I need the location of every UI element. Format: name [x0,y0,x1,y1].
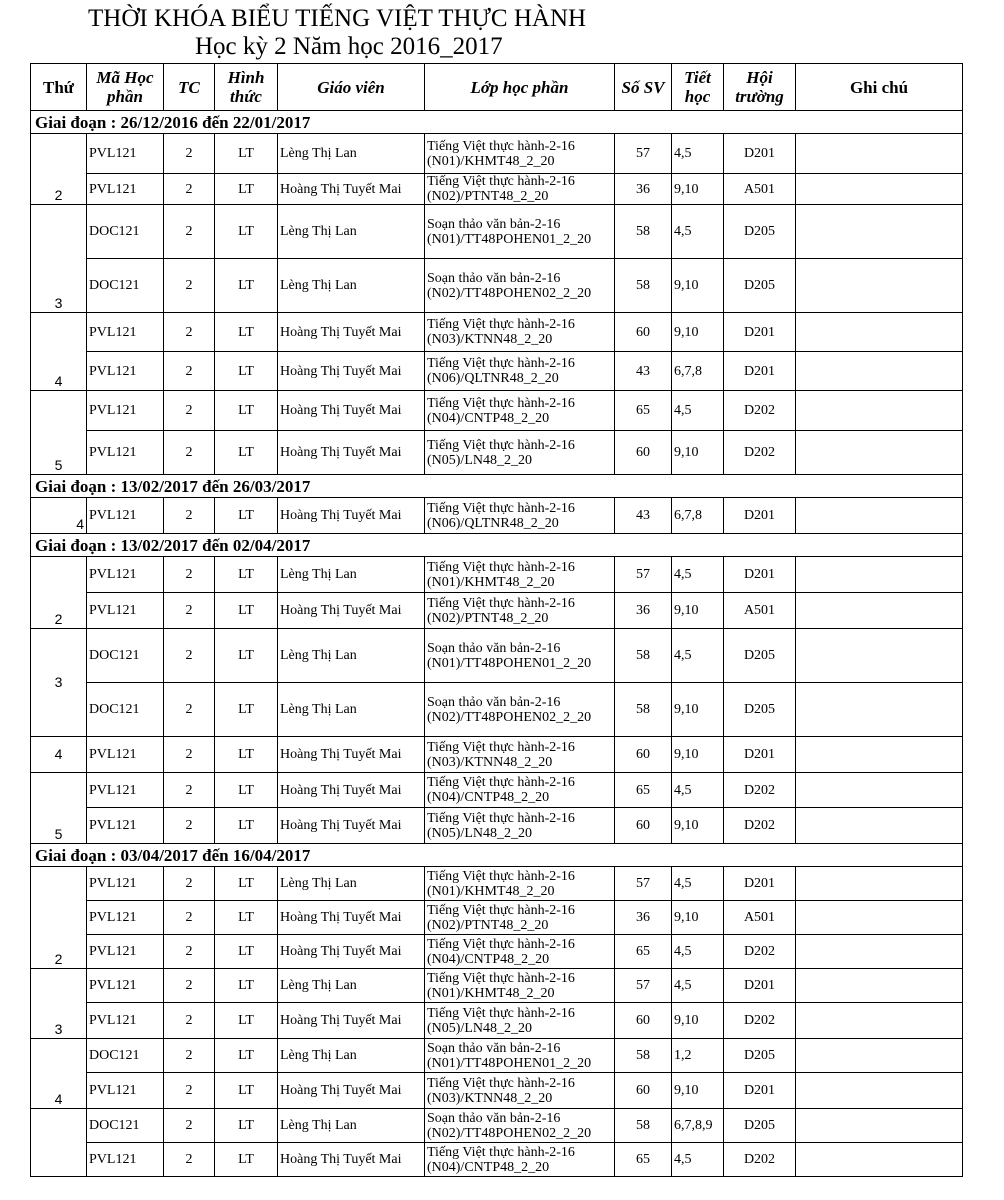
hoi-truong-cell: D201 [724,498,796,534]
day-cell: 3 [31,629,87,737]
table-row [31,557,963,593]
table-row [31,969,963,1003]
lop-hoc-phan-cell: Tiếng Việt thực hành-2-16 (N02)/PTNT48_2_20 [425,593,615,629]
header-ma-hoc-phan: Mã Học phần [87,64,164,111]
hoi-truong-cell: D201 [724,867,796,901]
ghi-chu-cell [796,969,963,1003]
table-row [31,1143,963,1177]
tiet-hoc-cell: 9,10 [672,737,724,773]
hinh-thuc-cell: LT [215,1109,278,1143]
giao-vien-cell: Lèng Thị Lan [278,629,425,683]
giao-vien-cell: Hoàng Thị Tuyết Mai [278,391,425,431]
tiet-hoc-cell: 6,7,8 [672,498,724,534]
stage-label: Giai đoạn : 13/02/2017 đến 26/03/2017 [31,475,963,498]
tc-cell: 2 [164,557,215,593]
tiet-hoc-cell: 9,10 [672,1003,724,1039]
tc-cell: 2 [164,969,215,1003]
header-ghi-chu: Ghi chú [796,64,963,111]
tc-cell: 2 [164,1003,215,1039]
header-hinh-thuc: Hình thức [215,64,278,111]
ma-hoc-phan-cell: DOC121 [87,205,164,259]
lop-hoc-phan-cell: Soạn thảo văn bản-2-16 (N01)/TT48POHEN01_2_20 [425,1039,615,1073]
hoi-truong-cell: D205 [724,259,796,313]
ghi-chu-cell [796,1073,963,1109]
tc-cell: 2 [164,1109,215,1143]
hinh-thuc-cell: LT [215,773,278,808]
tiet-hoc-cell: 4,5 [672,134,724,174]
day-cell: 2 [31,134,87,205]
tc-cell: 2 [164,867,215,901]
so-sv-cell: 57 [615,134,672,174]
table-row [31,498,963,534]
lop-hoc-phan-cell: Tiếng Việt thực hành-2-16 (N05)/LN48_2_20 [425,1003,615,1039]
table-row [31,1109,963,1143]
so-sv-cell: 58 [615,683,672,737]
ghi-chu-cell [796,935,963,969]
header-hoi-truong: Hội trường [724,64,796,111]
lop-hoc-phan-cell: Tiếng Việt thực hành-2-16 (N05)/LN48_2_20 [425,808,615,844]
hoi-truong-cell: A501 [724,593,796,629]
hinh-thuc-cell: LT [215,901,278,935]
giao-vien-cell: Hoàng Thị Tuyết Mai [278,773,425,808]
ma-hoc-phan-cell: PVL121 [87,391,164,431]
table-row [31,629,963,683]
ghi-chu-cell [796,557,963,593]
lop-hoc-phan-cell: Soạn thảo văn bản-2-16 (N02)/TT48POHEN02_2_20 [425,683,615,737]
so-sv-cell: 57 [615,969,672,1003]
day-cell: 5 [31,391,87,475]
hoi-truong-cell: D205 [724,1109,796,1143]
lop-hoc-phan-cell: Tiếng Việt thực hành-2-16 (N03)/KTNN48_2_20 [425,1073,615,1109]
day-cell: 4 [31,313,87,391]
hinh-thuc-cell: LT [215,1073,278,1109]
day-cell: 2 [31,867,87,969]
ma-hoc-phan-cell: PVL121 [87,969,164,1003]
hoi-truong-cell: A501 [724,901,796,935]
day-cell: 3 [31,205,87,313]
so-sv-cell: 65 [615,935,672,969]
hinh-thuc-cell: LT [215,557,278,593]
giao-vien-cell: Lèng Thị Lan [278,259,425,313]
ghi-chu-cell [796,134,963,174]
hinh-thuc-cell: LT [215,935,278,969]
ma-hoc-phan-cell: PVL121 [87,935,164,969]
ma-hoc-phan-cell: PVL121 [87,867,164,901]
lop-hoc-phan-cell: Tiếng Việt thực hành-2-16 (N01)/KHMT48_2_20 [425,969,615,1003]
lop-hoc-phan-cell: Tiếng Việt thực hành-2-16 (N04)/CNTP48_2_20 [425,391,615,431]
hoi-truong-cell: D201 [724,737,796,773]
hoi-truong-cell: D201 [724,1073,796,1109]
header-tiet-hoc: Tiết học [672,64,724,111]
table-row [31,683,963,737]
tiet-hoc-cell: 9,10 [672,901,724,935]
tc-cell: 2 [164,391,215,431]
lop-hoc-phan-cell: Tiếng Việt thực hành-2-16 (N05)/LN48_2_20 [425,431,615,475]
ma-hoc-phan-cell: DOC121 [87,683,164,737]
giao-vien-cell: Hoàng Thị Tuyết Mai [278,498,425,534]
giao-vien-cell: Hoàng Thị Tuyết Mai [278,174,425,205]
ma-hoc-phan-cell: DOC121 [87,1039,164,1073]
hinh-thuc-cell: LT [215,134,278,174]
hoi-truong-cell: D205 [724,205,796,259]
ma-hoc-phan-cell: DOC121 [87,629,164,683]
ghi-chu-cell [796,901,963,935]
day-cell: 3 [31,969,87,1039]
hinh-thuc-cell: LT [215,352,278,391]
lop-hoc-phan-cell: Tiếng Việt thực hành-2-16 (N04)/CNTP48_2_20 [425,773,615,808]
giao-vien-cell: Hoàng Thị Tuyết Mai [278,1003,425,1039]
stage-label: Giai đoạn : 26/12/2016 đến 22/01/2017 [31,111,963,134]
tiet-hoc-cell: 9,10 [672,174,724,205]
table-row [31,134,963,174]
table-row [31,935,963,969]
so-sv-cell: 65 [615,391,672,431]
tiet-hoc-cell: 9,10 [672,808,724,844]
hinh-thuc-cell: LT [215,737,278,773]
tiet-hoc-cell: 4,5 [672,205,724,259]
ghi-chu-cell [796,313,963,352]
ghi-chu-cell [796,205,963,259]
giao-vien-cell: Hoàng Thị Tuyết Mai [278,1143,425,1177]
tc-cell: 2 [164,808,215,844]
header-lop-hoc-phan: Lớp học phần [425,64,615,111]
table-row [31,205,963,259]
lop-hoc-phan-cell: Soạn thảo văn bản-2-16 (N02)/TT48POHEN02_2_20 [425,259,615,313]
table-row [31,431,963,475]
giao-vien-cell: Hoàng Thị Tuyết Mai [278,352,425,391]
so-sv-cell: 36 [615,174,672,205]
stage-label: Giai đoạn : 03/04/2017 đến 16/04/2017 [31,844,963,867]
giao-vien-cell: Lèng Thị Lan [278,683,425,737]
giao-vien-cell: Hoàng Thị Tuyết Mai [278,737,425,773]
tc-cell: 2 [164,1039,215,1073]
ghi-chu-cell [796,593,963,629]
giao-vien-cell: Hoàng Thị Tuyết Mai [278,935,425,969]
table-row [31,1039,963,1073]
giao-vien-cell: Lèng Thị Lan [278,1109,425,1143]
header-thu: Thứ [31,64,87,111]
schedule-table [30,63,963,1177]
ma-hoc-phan-cell: PVL121 [87,431,164,475]
table-row [31,808,963,844]
lop-hoc-phan-cell: Tiếng Việt thực hành-2-16 (N03)/KTNN48_2_20 [425,313,615,352]
header-row [31,64,963,111]
lop-hoc-phan-cell: Tiếng Việt thực hành-2-16 (N04)/CNTP48_2_20 [425,1143,615,1177]
lop-hoc-phan-cell: Soạn thảo văn bản-2-16 (N01)/TT48POHEN01_2_20 [425,629,615,683]
tiet-hoc-cell: 9,10 [672,431,724,475]
hoi-truong-cell: D205 [724,629,796,683]
hinh-thuc-cell: LT [215,969,278,1003]
hinh-thuc-cell: LT [215,431,278,475]
ghi-chu-cell [796,259,963,313]
tiet-hoc-cell: 6,7,8 [672,352,724,391]
day-cell: 4 [31,737,87,773]
stage-label: Giai đoạn : 13/02/2017 đến 02/04/2017 [31,534,963,557]
ghi-chu-cell [796,737,963,773]
so-sv-cell: 43 [615,352,672,391]
hoi-truong-cell: D202 [724,808,796,844]
ma-hoc-phan-cell: PVL121 [87,737,164,773]
header-giao-vien: Giáo viên [278,64,425,111]
page-title: THỜI KHÓA BIỂU TIẾNG VIỆT THỰC HÀNH [88,5,587,32]
ghi-chu-cell [796,174,963,205]
hoi-truong-cell: A501 [724,174,796,205]
giao-vien-cell: Lèng Thị Lan [278,1039,425,1073]
tc-cell: 2 [164,134,215,174]
giao-vien-cell: Lèng Thị Lan [278,969,425,1003]
ma-hoc-phan-cell: PVL121 [87,901,164,935]
tiet-hoc-cell: 4,5 [672,773,724,808]
table-row [31,174,963,205]
hoi-truong-cell: D202 [724,1003,796,1039]
ghi-chu-cell [796,391,963,431]
hoi-truong-cell: D201 [724,134,796,174]
hoi-truong-cell: D201 [724,557,796,593]
ma-hoc-phan-cell: PVL121 [87,313,164,352]
so-sv-cell: 60 [615,1073,672,1109]
table-row [31,737,963,773]
so-sv-cell: 60 [615,808,672,844]
ghi-chu-cell [796,352,963,391]
tc-cell: 2 [164,205,215,259]
tiet-hoc-cell: 6,7,8,9 [672,1109,724,1143]
lop-hoc-phan-cell: Tiếng Việt thực hành-2-16 (N02)/PTNT48_2_20 [425,901,615,935]
ma-hoc-phan-cell: PVL121 [87,174,164,205]
lop-hoc-phan-cell: Tiếng Việt thực hành-2-16 (N06)/QLTNR48_2_20 [425,498,615,534]
ghi-chu-cell [796,773,963,808]
lop-hoc-phan-cell: Tiếng Việt thực hành-2-16 (N01)/KHMT48_2_20 [425,867,615,901]
tc-cell: 2 [164,174,215,205]
header-so-sv: Số SV [615,64,672,111]
ma-hoc-phan-cell: PVL121 [87,1143,164,1177]
so-sv-cell: 58 [615,1109,672,1143]
ma-hoc-phan-cell: DOC121 [87,1109,164,1143]
tiet-hoc-cell: 9,10 [672,313,724,352]
ma-hoc-phan-cell: PVL121 [87,808,164,844]
giao-vien-cell: Hoàng Thị Tuyết Mai [278,808,425,844]
giao-vien-cell: Hoàng Thị Tuyết Mai [278,901,425,935]
hoi-truong-cell: D202 [724,391,796,431]
lop-hoc-phan-cell: Soạn thảo văn bản-2-16 (N01)/TT48POHEN01_2_20 [425,205,615,259]
so-sv-cell: 60 [615,1003,672,1039]
ma-hoc-phan-cell: PVL121 [87,1003,164,1039]
header-tc: TC [164,64,215,111]
ma-hoc-phan-cell: PVL121 [87,498,164,534]
ghi-chu-cell [796,1109,963,1143]
giao-vien-cell: Hoàng Thị Tuyết Mai [278,1073,425,1109]
tc-cell: 2 [164,313,215,352]
lop-hoc-phan-cell: Tiếng Việt thực hành-2-16 (N02)/PTNT48_2_20 [425,174,615,205]
so-sv-cell: 65 [615,773,672,808]
hinh-thuc-cell: LT [215,867,278,901]
hoi-truong-cell: D202 [724,773,796,808]
tc-cell: 2 [164,1143,215,1177]
tc-cell: 2 [164,259,215,313]
hinh-thuc-cell: LT [215,391,278,431]
ghi-chu-cell [796,629,963,683]
so-sv-cell: 60 [615,737,672,773]
hinh-thuc-cell: LT [215,593,278,629]
hoi-truong-cell: D201 [724,352,796,391]
tc-cell: 2 [164,431,215,475]
tiet-hoc-cell: 4,5 [672,867,724,901]
ghi-chu-cell [796,431,963,475]
tiet-hoc-cell: 4,5 [672,391,724,431]
ghi-chu-cell [796,1003,963,1039]
stage-row [31,475,963,498]
so-sv-cell: 58 [615,1039,672,1073]
table-row [31,1073,963,1109]
table-row [31,391,963,431]
hinh-thuc-cell: LT [215,629,278,683]
table-row [31,313,963,352]
table-row [31,593,963,629]
table-row [31,259,963,313]
so-sv-cell: 36 [615,593,672,629]
tiet-hoc-cell: 9,10 [672,259,724,313]
lop-hoc-phan-cell: Soạn thảo văn bản-2-16 (N02)/TT48POHEN02_2_20 [425,1109,615,1143]
tiet-hoc-cell: 9,10 [672,683,724,737]
tiet-hoc-cell: 4,5 [672,557,724,593]
tiet-hoc-cell: 1,2 [672,1039,724,1073]
giao-vien-cell: Lèng Thị Lan [278,557,425,593]
tc-cell: 2 [164,901,215,935]
giao-vien-cell: Lèng Thị Lan [278,205,425,259]
ma-hoc-phan-cell: PVL121 [87,352,164,391]
stage-row [31,844,963,867]
lop-hoc-phan-cell: Tiếng Việt thực hành-2-16 (N01)/KHMT48_2_20 [425,134,615,174]
table-row [31,773,963,808]
hoi-truong-cell: D205 [724,1039,796,1073]
so-sv-cell: 58 [615,205,672,259]
table-row [31,352,963,391]
so-sv-cell: 60 [615,431,672,475]
tiet-hoc-cell: 9,10 [672,593,724,629]
hinh-thuc-cell: LT [215,313,278,352]
hinh-thuc-cell: LT [215,1003,278,1039]
hoi-truong-cell: D205 [724,683,796,737]
hinh-thuc-cell: LT [215,808,278,844]
lop-hoc-phan-cell: Tiếng Việt thực hành-2-16 (N04)/CNTP48_2_20 [425,935,615,969]
giao-vien-cell: Hoàng Thị Tuyết Mai [278,313,425,352]
hinh-thuc-cell: LT [215,498,278,534]
tc-cell: 2 [164,683,215,737]
giao-vien-cell: Lèng Thị Lan [278,867,425,901]
tc-cell: 2 [164,737,215,773]
ghi-chu-cell [796,498,963,534]
ghi-chu-cell [796,1039,963,1073]
lop-hoc-phan-cell: Tiếng Việt thực hành-2-16 (N03)/KTNN48_2_20 [425,737,615,773]
tc-cell: 2 [164,498,215,534]
day-cell: 4 [31,498,87,534]
so-sv-cell: 65 [615,1143,672,1177]
giao-vien-cell: Hoàng Thị Tuyết Mai [278,593,425,629]
tiet-hoc-cell: 4,5 [672,935,724,969]
tiet-hoc-cell: 4,5 [672,969,724,1003]
so-sv-cell: 57 [615,557,672,593]
stage-row [31,111,963,134]
tiet-hoc-cell: 9,10 [672,1073,724,1109]
so-sv-cell: 36 [615,901,672,935]
giao-vien-cell: Hoàng Thị Tuyết Mai [278,431,425,475]
tiet-hoc-cell: 4,5 [672,629,724,683]
ma-hoc-phan-cell: DOC121 [87,259,164,313]
so-sv-cell: 60 [615,313,672,352]
hoi-truong-cell: D201 [724,313,796,352]
day-cell: 2 [31,557,87,629]
table-row [31,867,963,901]
tc-cell: 2 [164,352,215,391]
so-sv-cell: 58 [615,259,672,313]
stage-row [31,534,963,557]
lop-hoc-phan-cell: Tiếng Việt thực hành-2-16 (N01)/KHMT48_2_20 [425,557,615,593]
lop-hoc-phan-cell: Tiếng Việt thực hành-2-16 (N06)/QLTNR48_2_20 [425,352,615,391]
ghi-chu-cell [796,867,963,901]
page-subtitle: Học kỳ 2 Năm học 2016_2017 [195,33,503,60]
ma-hoc-phan-cell: PVL121 [87,1073,164,1109]
hinh-thuc-cell: LT [215,259,278,313]
ma-hoc-phan-cell: PVL121 [87,134,164,174]
hinh-thuc-cell: LT [215,174,278,205]
hoi-truong-cell: D202 [724,431,796,475]
tc-cell: 2 [164,593,215,629]
hoi-truong-cell: D202 [724,1143,796,1177]
tc-cell: 2 [164,629,215,683]
ghi-chu-cell [796,1143,963,1177]
hinh-thuc-cell: LT [215,205,278,259]
ghi-chu-cell [796,683,963,737]
tc-cell: 2 [164,773,215,808]
ma-hoc-phan-cell: PVL121 [87,593,164,629]
hinh-thuc-cell: LT [215,1143,278,1177]
hoi-truong-cell: D201 [724,969,796,1003]
hoi-truong-cell: D202 [724,935,796,969]
tc-cell: 2 [164,935,215,969]
day-cell [31,1109,87,1177]
so-sv-cell: 43 [615,498,672,534]
ma-hoc-phan-cell: PVL121 [87,557,164,593]
giao-vien-cell: Lèng Thị Lan [278,134,425,174]
ghi-chu-cell [796,808,963,844]
tiet-hoc-cell: 4,5 [672,1143,724,1177]
hinh-thuc-cell: LT [215,1039,278,1073]
so-sv-cell: 57 [615,867,672,901]
hinh-thuc-cell: LT [215,683,278,737]
tc-cell: 2 [164,1073,215,1109]
ma-hoc-phan-cell: PVL121 [87,773,164,808]
day-cell: 4 [31,1039,87,1109]
day-cell: 5 [31,773,87,844]
so-sv-cell: 58 [615,629,672,683]
table-row [31,1003,963,1039]
table-row [31,901,963,935]
